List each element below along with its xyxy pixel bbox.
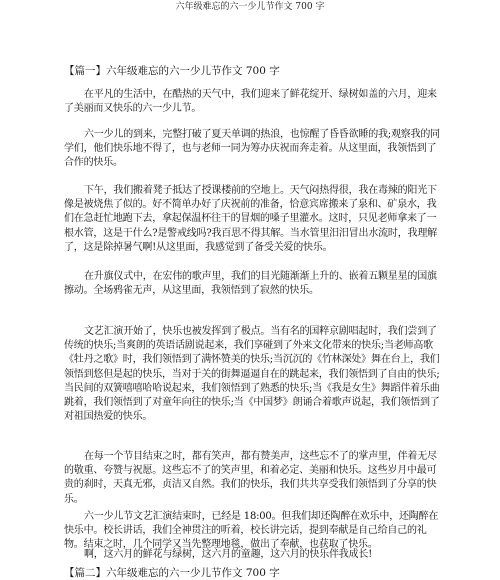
paragraph-2: 六一少儿的到来，完整打破了夏天单调的热浪，也惊醒了昏昏欲睡的我;观察我的同学们，他们快乐地不得了，也与老师一同为筹办庆祝而奔走着。从这里面，我领悟到了合作的快乐。 xyxy=(64,129,440,169)
section-heading-1: 【篇一】六年级难忘的六一少儿节作文 700 字 xyxy=(64,65,280,77)
paragraph-6: 在每一个节目结束之时，都有笑声，都有赞美声，这些忘不了的掌声里，伴着无尽的敬重、夸赞与祝愿。这些忘不了的笑声里，和着必定、美丽和快乐。这些岁月中最可贵的刹时，天真无邪，贞洁又自然。我们的快乐，我们共共享受我们领悟到了分享的快乐。 xyxy=(64,451,437,505)
section-heading-2: 【篇二】六年级难忘的六一少儿节作文 700 字 xyxy=(64,567,280,579)
running-title: 六年级难忘的六一少儿节作文 700 字 xyxy=(175,2,325,12)
paragraph-5: 文艺汇演开始了，快乐也被发挥到了极点。当有名的国粹京剧唱起时，我们尝到了传统的快乐;当爽朗的英语话剧说起来，我们享碰到了外来文化带来的快乐;当老师高歌《牡丹之歌》时，我们领悟到了满怀赞美的快乐;当沉沉的《竹林深处》舞在台上，我们领悟到悠但是起的快乐，当对于关的街舞逼逼自在的跳起来，我们领悟到了自由的快乐;当民间的双簧嘻嘻哈哈说起来，我们领悟到了熟悉的快乐;当《我是女生》舞蹈伴着乐曲跳着，我们领悟到了对童年向往的快乐;当《中国梦》朗诵合着歌声说起，我们领悟到了对祖国热爱的快乐。 xyxy=(64,326,440,423)
paragraph-4: 在升旗仪式中，在宏伟的歌声里，我们的目光随渐渐上升的、嵌着五颗星星的国旗擦动。全场鸦雀无声，从这里面，我领悟到了寂然的快乐。 xyxy=(64,271,437,297)
paragraph-7: 六一少儿节文艺汇演结束时，已经是 18:00。但我们却还陶醉在欢乐中，还陶醉在快乐中。校长讲话，我们全神贯注的听着，校长讲完话，提到奉献是自己给自己的礼物。结束之时，几个同学又当先整理地毯，做出了奉献，也获取了快乐。 xyxy=(64,511,439,551)
paragraph-3: 下午，我们搬着凳子抵达了授课楼前的空地上。天气闷热得很，我在毒辣的阳光下像是被烧焦了似的。好不简单办好了庆祝前的准备，恰意宾席搬来了泉和、矿泉水，我们在急赶忙地跑下去，拿起保温杯往干的冒烟的嗓子里灌水。这时，只见老师拿来了一根水管，这是干什么?是警戒线吗?我百思不得其解。当水管里汨汨冒出水流时，我理解了，这是除掉暑气啊!从这里面，我感觉到了备受关爱的快乐。 xyxy=(64,185,437,253)
paragraph-8: 啊，这六月的鲜花与绿树，这六月的童趣，这六月的快乐伴我成长! xyxy=(84,549,373,560)
paragraph-1: 在平凡的生活中，在酷热的天气中，我们迎来了鲜花绽开、绿树如盖的六月，迎来了美丽而又快乐的六一少儿节。 xyxy=(64,89,437,115)
